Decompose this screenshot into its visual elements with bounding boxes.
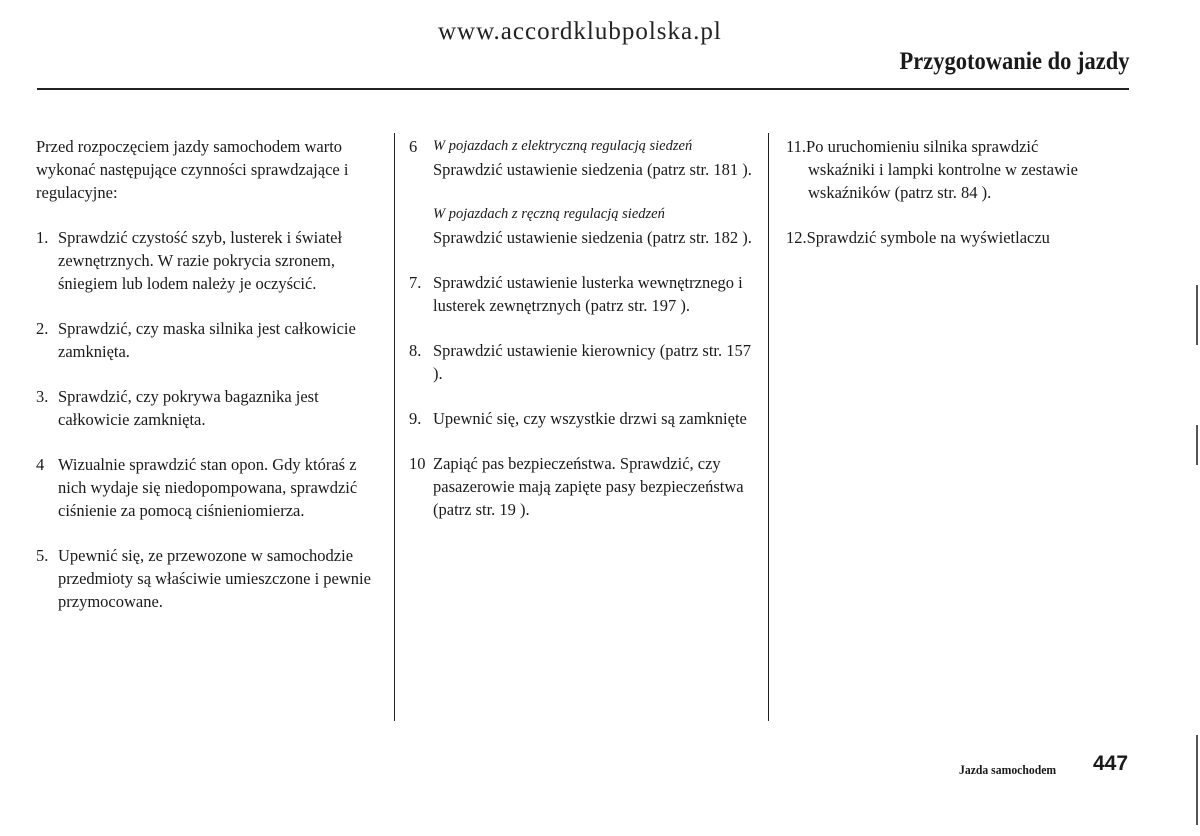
footer-section-label: Jazda samochodem <box>959 762 1057 777</box>
item-text: Sprawdzić czystość szyb, lusterek i świateł zewnętrznych. W razie pokrycia szronem, śniegiem lub lodem należy je oczyścić. <box>58 228 343 293</box>
column-2 <box>409 135 759 543</box>
item-number: 6 <box>409 137 418 156</box>
item-text: Sprawdzić ustawienie siedzenia (patrz str. 182 ). <box>433 228 752 247</box>
item-number: 9. <box>409 409 422 428</box>
list-item-9 <box>409 407 759 430</box>
list-item-3 <box>36 385 381 431</box>
list-item-4 <box>36 453 381 522</box>
item-text: 12.Sprawdzić symbole na wyświetlaczu <box>786 228 1050 247</box>
intro-paragraph: Przed rozpoczęciem jazdy samochodem warto wykonać następujące czynności sprawdzające i regulacyjne: <box>36 137 349 202</box>
item-number: 4 <box>36 455 45 474</box>
list-item-2 <box>36 317 381 363</box>
item-number: 2. <box>36 319 49 338</box>
item-text: Sprawdzić ustawienie siedzenia (patrz str. 181 ). <box>433 160 752 179</box>
item-text-line: wskaźników (patrz str. 84 ). <box>808 183 992 202</box>
item-text: Upewnić się, czy wszystkie drzwi są zamknięte <box>433 409 747 428</box>
item-text: Sprawdzić, czy pokrywa bagaznika jest całkowicie zamknięta. <box>58 387 319 429</box>
header-rule <box>37 88 1129 90</box>
list-item-6 <box>409 135 759 249</box>
item-text-line: wskaźniki i lampki kontrolne w zestawie <box>808 160 1078 179</box>
electric-seat-note: W pojazdach z elektryczną regulacją siedzeń <box>433 138 693 154</box>
item-number: 5. <box>36 546 49 565</box>
column-1 <box>36 135 381 635</box>
scan-edge-mark <box>1196 285 1198 345</box>
item-text: Zapiąć pas bezpieczeństwa. Sprawdzić, czy pasazerowie mają zapięte pasy bezpieczeństwa (patrz str. 19 ). <box>433 454 744 519</box>
list-item-12 <box>786 226 1131 249</box>
list-item-10 <box>409 452 759 521</box>
column-divider-2 <box>768 133 769 721</box>
list-item-5 <box>36 544 381 613</box>
item-number: 8. <box>409 341 422 360</box>
scan-edge-mark <box>1196 735 1198 825</box>
list-item-8 <box>409 339 759 385</box>
scan-edge-mark <box>1196 425 1198 465</box>
site-url: www.accordklubpolska.pl <box>438 18 722 45</box>
item-number: 1. <box>36 228 49 247</box>
item-number: 7. <box>409 273 422 292</box>
item-text: Upewnić się, ze przewozone w samochodzie przedmioty są właściwie umieszczone i pewnie przymocowane. <box>58 546 371 611</box>
item-number: 3. <box>36 387 49 406</box>
item-text: Sprawdzić ustawienie lusterka wewnętrznego i lusterek zewnętrznych (patrz str. 197 ). <box>433 273 743 315</box>
column-3 <box>786 135 1131 271</box>
section-title: Przygotowanie do jazdy <box>900 48 1130 75</box>
manual-seat-note: W pojazdach z ręczną regulacją siedzeń <box>433 206 665 222</box>
item-text: Sprawdzić, czy maska silnika jest całkowicie zamknięta. <box>58 319 356 361</box>
list-item-1 <box>36 226 381 295</box>
list-item-11 <box>786 135 1131 204</box>
manual-seat-block <box>433 203 759 249</box>
item-number: 10 <box>409 454 426 473</box>
page-number: 447 <box>1093 752 1129 775</box>
column-divider-1 <box>394 133 395 721</box>
item-text: Sprawdzić ustawienie kierownicy (patrz str. 157 ). <box>433 341 751 383</box>
item-text-line: 11.Po uruchomieniu silnika sprawdzić <box>786 137 1039 156</box>
item-text: Wizualnie sprawdzić stan opon. Gdy któraś z nich wydaje się niedopompowana, sprawdzić ciśnienie za pomocą ciśnieniomierza. <box>58 455 358 520</box>
list-item-7 <box>409 271 759 317</box>
